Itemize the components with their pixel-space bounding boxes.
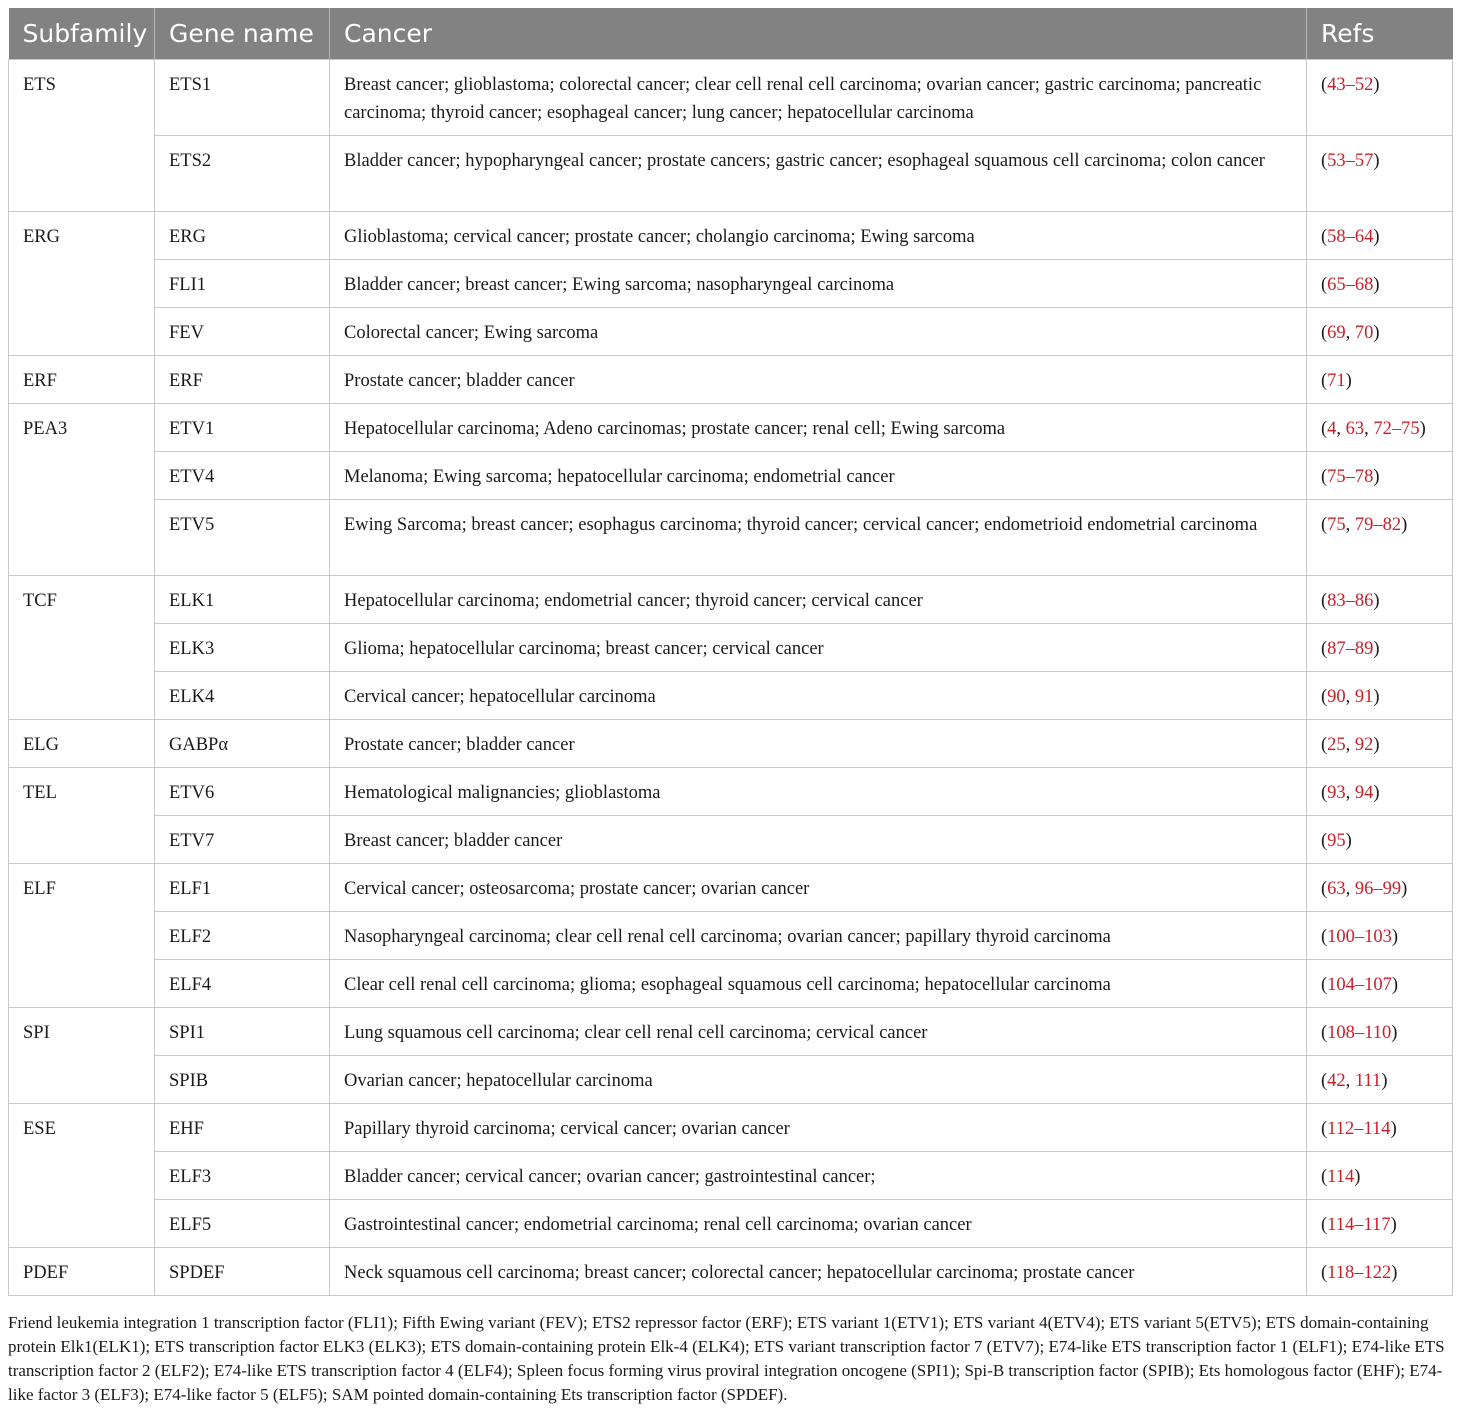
gene-name-cell: ELF3	[155, 1152, 330, 1200]
ets-cancer-table	[8, 8, 1453, 1296]
table-row	[9, 356, 1453, 404]
subfamily-cell: ELF	[9, 864, 155, 1008]
refs-cell: (63, 96–99)	[1307, 864, 1453, 912]
reference-link[interactable]: 4, 63, 72–75	[1327, 419, 1420, 439]
cancer-cell: Gastrointestinal cancer; endometrial carcinoma; renal cell carcinoma; ovarian cancer	[330, 1200, 1307, 1248]
table-row	[9, 720, 1453, 768]
reference-link[interactable]: 43–52	[1327, 75, 1374, 95]
subfamily-cell: SPI	[9, 1008, 155, 1104]
table-header-row	[9, 8, 1453, 60]
gene-name-cell: ETV7	[155, 816, 330, 864]
subfamily-cell: ELG	[9, 720, 155, 768]
gene-name-cell: ELK1	[155, 576, 330, 624]
gene-name-cell: FLI1	[155, 260, 330, 308]
reference-link[interactable]: 75–78	[1327, 467, 1374, 487]
cancer-cell: Papillary thyroid carcinoma; cervical cancer; ovarian cancer	[330, 1104, 1307, 1152]
cancer-cell: Lung squamous cell carcinoma; clear cell renal cell carcinoma; cervical cancer	[330, 1008, 1307, 1056]
refs-cell: (95)	[1307, 816, 1453, 864]
refs-cell: (114–117)	[1307, 1200, 1453, 1248]
table-row	[9, 960, 1453, 1008]
cancer-cell: Hepatocellular carcinoma; Adeno carcinomas; prostate cancer; renal cell; Ewing sarcoma	[330, 404, 1307, 452]
refs-cell: (75, 79–82)	[1307, 500, 1453, 576]
table-container	[8, 8, 1452, 1296]
refs-cell: (25, 92)	[1307, 720, 1453, 768]
gene-name-cell: ELF2	[155, 912, 330, 960]
gene-name-cell: SPI1	[155, 1008, 330, 1056]
subfamily-cell: ETS	[9, 60, 155, 212]
gene-name-cell: SPDEF	[155, 1248, 330, 1296]
cancer-cell: Breast cancer; bladder cancer	[330, 816, 1307, 864]
gene-name-cell: GABPα	[155, 720, 330, 768]
refs-cell: (87–89)	[1307, 624, 1453, 672]
table-footnote: Friend leukemia integration 1 transcription factor (FLI1); Fifth Ewing variant (FEV); ETS2 repressor factor (ERF); ETS variant 1(ETV1); ETS variant 4(ETV4); ETS variant 5(ETV5); ETS domain-containing protein Elk1(ELK1); ETS transcription factor ELK3 (ELK3); ETS domain-containing protein Elk-4 (ELK4); ETS variant transcription factor 7 (ETV7); E74-like ETS transcription factor 1 (ELF1); E74-like ETS transcription factor 2 (ELF2); E74-like ETS transcription factor 4 (ELF4); Spleen focus forming virus proviral integration oncogene (SPI1); Spi-B transcription factor (SPIB); Ets homologous factor (EHF); E74-like factor 3 (ELF3); E74-like factor 5 (ELF5); SAM pointed domain-containing Ets transcription factor (SPDEF).	[8, 1313, 1445, 1404]
gene-name-cell: ETS1	[155, 60, 330, 136]
table-row	[9, 1104, 1453, 1152]
cancer-cell: Cervical cancer; osteosarcoma; prostate cancer; ovarian cancer	[330, 864, 1307, 912]
subfamily-cell: PEA3	[9, 404, 155, 576]
cancer-cell: Bladder cancer; hypopharyngeal cancer; prostate cancers; gastric cancer; esophageal squamous cell carcinoma; colon cancer	[330, 136, 1307, 212]
cancer-cell: Hematological malignancies; glioblastoma	[330, 768, 1307, 816]
header-cancer: Cancer	[330, 8, 1307, 60]
gene-name-cell: ELF4	[155, 960, 330, 1008]
gene-name-cell: ELF5	[155, 1200, 330, 1248]
table-row	[9, 500, 1453, 576]
table-row	[9, 1248, 1453, 1296]
table-row	[9, 768, 1453, 816]
cancer-cell: Glioma; hepatocellular carcinoma; breast cancer; cervical cancer	[330, 624, 1307, 672]
gene-name-cell: ETV6	[155, 768, 330, 816]
refs-cell: (104–107)	[1307, 960, 1453, 1008]
cancer-cell: Colorectal cancer; Ewing sarcoma	[330, 308, 1307, 356]
subfamily-cell: TCF	[9, 576, 155, 720]
gene-name-cell: ETV5	[155, 500, 330, 576]
reference-link[interactable]: 71	[1327, 371, 1346, 391]
refs-cell: (90, 91)	[1307, 672, 1453, 720]
reference-link[interactable]: 104–107	[1327, 975, 1392, 995]
gene-name-cell: ELK3	[155, 624, 330, 672]
reference-link[interactable]: 114–117	[1327, 1215, 1391, 1235]
reference-link[interactable]: 95	[1327, 831, 1346, 851]
table-row	[9, 912, 1453, 960]
subfamily-cell: ERF	[9, 356, 155, 404]
gene-name-cell: ETS2	[155, 136, 330, 212]
cancer-cell: Ovarian cancer; hepatocellular carcinoma	[330, 1056, 1307, 1104]
refs-cell: (83–86)	[1307, 576, 1453, 624]
table-row	[9, 260, 1453, 308]
table-row	[9, 1152, 1453, 1200]
reference-link[interactable]: 108–110	[1327, 1023, 1392, 1043]
reference-link[interactable]: 69, 70	[1327, 323, 1374, 343]
cancer-cell: Melanoma; Ewing sarcoma; hepatocellular carcinoma; endometrial cancer	[330, 452, 1307, 500]
table-row	[9, 308, 1453, 356]
subfamily-cell: PDEF	[9, 1248, 155, 1296]
table-row	[9, 1056, 1453, 1104]
reference-link[interactable]: 87–89	[1327, 639, 1374, 659]
reference-link[interactable]: 75, 79–82	[1327, 515, 1402, 535]
reference-link[interactable]: 114	[1327, 1167, 1355, 1187]
gene-name-cell: SPIB	[155, 1056, 330, 1104]
gene-name-cell: ERF	[155, 356, 330, 404]
gene-name-cell: EHF	[155, 1104, 330, 1152]
cancer-cell: Nasopharyngeal carcinoma; clear cell renal cell carcinoma; ovarian cancer; papillary thyroid carcinoma	[330, 912, 1307, 960]
refs-cell: (69, 70)	[1307, 308, 1453, 356]
table-row	[9, 404, 1453, 452]
table-body	[9, 60, 1453, 1296]
table-row	[9, 672, 1453, 720]
cancer-cell: Clear cell renal cell carcinoma; glioma; esophageal squamous cell carcinoma; hepatocellular carcinoma	[330, 960, 1307, 1008]
table-row	[9, 136, 1453, 212]
refs-cell: (65–68)	[1307, 260, 1453, 308]
reference-link[interactable]: 93, 94	[1327, 783, 1374, 803]
table-row	[9, 624, 1453, 672]
refs-cell: (4, 63, 72–75)	[1307, 404, 1453, 452]
cancer-cell: Ewing Sarcoma; breast cancer; esophagus carcinoma; thyroid cancer; cervical cancer; endometrioid endometrial carcinoma	[330, 500, 1307, 576]
subfamily-cell: TEL	[9, 768, 155, 864]
reference-link[interactable]: 83–86	[1327, 591, 1374, 611]
table-row	[9, 816, 1453, 864]
cancer-cell: Bladder cancer; cervical cancer; ovarian cancer; gastrointestinal cancer;	[330, 1152, 1307, 1200]
refs-cell: (118–122)	[1307, 1248, 1453, 1296]
reference-link[interactable]: 58–64	[1327, 227, 1374, 247]
reference-link[interactable]: 65–68	[1327, 275, 1374, 295]
header-gene-name: Gene name	[155, 8, 330, 60]
header-subfamily: Subfamily	[9, 8, 155, 60]
cancer-cell: Bladder cancer; breast cancer; Ewing sarcoma; nasopharyngeal carcinoma	[330, 260, 1307, 308]
reference-link[interactable]: 118–122	[1327, 1263, 1392, 1283]
cancer-cell: Cervical cancer; hepatocellular carcinoma	[330, 672, 1307, 720]
refs-cell: (108–110)	[1307, 1008, 1453, 1056]
gene-name-cell: ELK4	[155, 672, 330, 720]
table-row	[9, 60, 1453, 136]
gene-name-cell: ETV4	[155, 452, 330, 500]
reference-link[interactable]: 53–57	[1327, 151, 1374, 171]
cancer-cell: Glioblastoma; cervical cancer; prostate cancer; cholangio carcinoma; Ewing sarcoma	[330, 212, 1307, 260]
refs-cell: (58–64)	[1307, 212, 1453, 260]
cancer-cell: Prostate cancer; bladder cancer	[330, 356, 1307, 404]
gene-name-cell: ELF1	[155, 864, 330, 912]
refs-cell: (100–103)	[1307, 912, 1453, 960]
reference-link[interactable]: 90, 91	[1327, 687, 1374, 707]
cancer-cell: Prostate cancer; bladder cancer	[330, 720, 1307, 768]
table-row	[9, 864, 1453, 912]
refs-cell: (112–114)	[1307, 1104, 1453, 1152]
reference-link[interactable]: 42, 111	[1327, 1071, 1382, 1091]
gene-name-cell: ETV1	[155, 404, 330, 452]
cancer-cell: Breast cancer; glioblastoma; colorectal cancer; clear cell renal cell carcinoma; ovarian cancer; gastric carcinoma; pancreatic carcinoma; thyroid cancer; esophageal cancer; lung cancer; hepatocellular carcinoma	[330, 60, 1307, 136]
table-row	[9, 1200, 1453, 1248]
table-row	[9, 452, 1453, 500]
refs-cell: (42, 111)	[1307, 1056, 1453, 1104]
reference-link[interactable]: 63, 96–99	[1327, 879, 1402, 899]
refs-cell: (93, 94)	[1307, 768, 1453, 816]
header-refs: Refs	[1307, 8, 1453, 60]
table-row	[9, 1008, 1453, 1056]
subfamily-cell: ERG	[9, 212, 155, 356]
cancer-cell: Hepatocellular carcinoma; endometrial cancer; thyroid cancer; cervical cancer	[330, 576, 1307, 624]
reference-link[interactable]: 100–103	[1327, 927, 1392, 947]
reference-link[interactable]: 112–114	[1327, 1119, 1391, 1139]
refs-cell: (71)	[1307, 356, 1453, 404]
refs-cell: (53–57)	[1307, 136, 1453, 212]
reference-link[interactable]: 25, 92	[1327, 735, 1374, 755]
cancer-cell: Neck squamous cell carcinoma; breast cancer; colorectal cancer; hepatocellular carcinoma; prostate cancer	[330, 1248, 1307, 1296]
refs-cell: (43–52)	[1307, 60, 1453, 136]
subfamily-cell: ESE	[9, 1104, 155, 1248]
gene-name-cell: ERG	[155, 212, 330, 260]
refs-cell: (114)	[1307, 1152, 1453, 1200]
table-row	[9, 212, 1453, 260]
refs-cell: (75–78)	[1307, 452, 1453, 500]
gene-name-cell: FEV	[155, 308, 330, 356]
table-row	[9, 576, 1453, 624]
